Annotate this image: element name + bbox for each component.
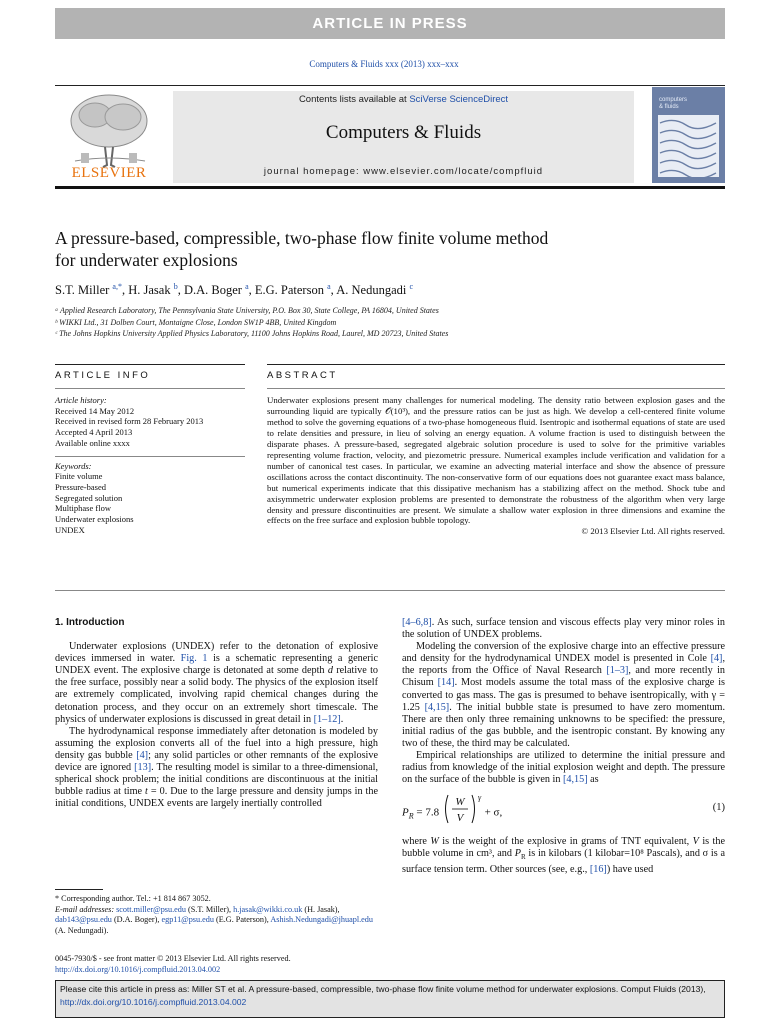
text-run: W	[430, 836, 439, 848]
author-affiliation-mark[interactable]: b	[173, 282, 178, 291]
author-name: S.T. Miller	[55, 283, 113, 298]
reference-link[interactable]: [1–3]	[606, 665, 629, 677]
reference-link[interactable]: dab143@psu.edu	[55, 915, 112, 924]
equation-1-body: $P_R = 7.8$ W V γ + σ,	[402, 794, 503, 825]
affiliation-c: ᶜ The Johns Hopkins University Applied Physics Laboratory, 11100 Johns Hopkins Road, Laurel, MD 20723, United States	[55, 329, 449, 338]
fraction-exponent: γ	[477, 794, 481, 803]
body-paragraph	[402, 617, 725, 641]
equation-number: (1)	[712, 802, 725, 814]
keyword-item: Underwater explosions	[55, 514, 134, 525]
text-run: , and more recently in Chisum	[402, 665, 726, 689]
keyword-item: Segregated solution	[55, 492, 123, 503]
article-info-column	[55, 395, 245, 535]
article-in-press-banner: ARTICLE IN PRESS	[55, 8, 725, 39]
author-name: A. Nedungadi	[336, 283, 410, 298]
keyword-item: UNDEX	[55, 524, 85, 535]
reference-link[interactable]: [1–12]	[313, 713, 341, 725]
text-run: V	[692, 836, 699, 848]
keywords-divider	[55, 456, 245, 457]
subscript-text: R	[520, 853, 526, 862]
text-run: = 0. Due to the large pressure and density jumps in the initial conditions, UNDEX events are largely inertially controlled	[55, 786, 379, 810]
keyword-item: Multiphase flow	[55, 503, 111, 514]
article-info-label: ARTICLE INFO	[55, 370, 151, 381]
author-affiliation-mark[interactable]: a	[327, 282, 331, 291]
text-run: * Corresponding author. Tel.: +1 814 867 3052.	[55, 894, 211, 903]
equation-fraction	[442, 794, 482, 824]
left-paragraphs	[55, 641, 378, 810]
citation-doi-link[interactable]: http://dx.doi.org/10.1016/j.compfluid.2013.04.002	[60, 997, 247, 1007]
author-affiliation-mark[interactable]: a	[245, 282, 249, 291]
text-run: (H. Jasak),	[302, 904, 340, 914]
reference-link[interactable]: [4]	[710, 653, 723, 665]
reference-link[interactable]: egp11@psu.edu	[161, 915, 214, 924]
body-paragraph	[402, 750, 725, 786]
text-run: (D.A. Boger),	[111, 915, 162, 924]
text-run: .	[340, 713, 344, 725]
author-separator: ,	[248, 283, 255, 298]
front-matter-line: 0045-7930/$ - see front matter © 2013 Elsevier Ltd. All rights reserved.	[55, 954, 291, 963]
abstract-top-rule	[267, 364, 725, 365]
sciencedirect-link[interactable]: SciVerse ScienceDirect	[409, 94, 509, 105]
keywords-label: Keywords:	[55, 460, 92, 471]
reference-link[interactable]: Fig. 1	[180, 653, 208, 665]
text-run: ; any solid particles or other remnants of the explosive device are ignored	[55, 749, 378, 774]
text-run: is the weight of the explosive in grams of TNT equivalent,	[438, 836, 693, 848]
text-run: (A. Nedungadi).	[55, 925, 109, 935]
reference-link[interactable]: [16]	[589, 863, 607, 875]
body-paragraph	[55, 726, 378, 811]
reference-link[interactable]: [4,15]	[562, 774, 588, 786]
cover-wave-art	[652, 87, 725, 183]
history-online: Available online xxxx	[55, 437, 130, 448]
article-title: A pressure-based, compressible, two-phase flow finite volume method for underwater explosions	[55, 228, 549, 270]
fraction-numerator: W	[455, 796, 465, 809]
text-run: . Most models assume the total mass of the explosive charge is converted to gas mass. The gas is presumed to behave isentropically, with γ = 1.25	[402, 677, 726, 713]
text-run: is the bubble volume in cm³, and	[402, 836, 725, 860]
author-affiliation-mark[interactable]: c	[409, 282, 414, 291]
keyword-item: Finite volume	[55, 471, 103, 482]
abstract-sub-rule	[267, 388, 725, 389]
elsevier-wordmark: ELSEVIER	[71, 165, 147, 181]
author-name: E.G. Paterson	[254, 283, 328, 298]
reference-link[interactable]: [4]	[136, 749, 149, 761]
journal-header-box	[173, 91, 634, 183]
body-paragraph	[55, 641, 378, 726]
text-run: is a schematic representing a generic UNDEX event. The explosive charge is detonated at some depth	[55, 653, 378, 677]
cover-title: computers & fluids	[659, 97, 688, 110]
fraction-denominator: V	[456, 812, 464, 825]
body-left-column	[55, 617, 378, 810]
text-run: , the reports from the Office of Naval Research	[402, 653, 725, 677]
reference-link[interactable]: [14]	[437, 677, 455, 689]
history-received: Received 14 May 2012	[55, 405, 135, 416]
abstract-body	[267, 395, 725, 537]
abstract-label: ABSTRACT	[267, 370, 338, 381]
text-run: . The resulting model is similar to a three-dimensional, spherical shock problem; the initial conditions are discontinuous at the initial bubble radius at time	[55, 762, 379, 798]
section-heading-introduction: 1. Introduction	[55, 617, 125, 628]
affiliations	[55, 305, 725, 340]
reference-link[interactable]: [13]	[134, 762, 152, 774]
text-run: relative to the free surface, possibly near a solid body. The physics of the explosion itself are extremely complicated, involving rapid chemical changes during the detonation process, and they occur on an extremely short timescale. The physics of underwater explosions is discussed in great detail in	[55, 665, 378, 725]
text-run: E-mail addresses:	[55, 904, 117, 914]
journal-title: Computers & Fluids	[325, 122, 482, 143]
citation-notice-box	[55, 980, 725, 1018]
text-run: P	[514, 848, 521, 860]
text-run: . The initial bubble state is presumed to have zero momentum. There are then only three remaining unknowns to be specified: the pressure, initial radius of the gas bubble, and the isentropic constant. By knowing any two of these, the third may be calculated.	[402, 701, 726, 749]
abstract-text: Underwater explosions present many challenges for numerical modeling. The density ratio between explosion gases and the surrounding liquid are typically 𝒪(10³), and the pressure ratios can be just as high. We develop a cell-centered finite volume method to solve the governing equations of a two-phase homogeneous fluid. Isentropic and isothermal equations of state are used to relate densities and pressure, in lieu of solving an energy equation. A volume fraction is used to distinguish between the disparate phases. A pressure-based, segregated algebraic solution procedure is used to solve for the primitive variables representing volume fraction, velocity, and piezometric pressure. Numerical examples include verification and validation for a number of canonical test cases. In particular, we examine an advecting material interface and show the absence of pressure oscillations across the contact discontinuity. The non-conservative form of our equations does not guarantee exact mass balance, but numerical experiments indicate that this dissipative mechanism has a stabilizing affect on the method. Shock tube and axisymmetric underwater explosion problems are presented to demonstrate the robustness of the algorithm when very large density and pressure discontinuities are present. We simulate a shallow water explosion in three dimensions and examine the effects on the free surface and explosion bubble topology.	[267, 395, 725, 526]
article-info-sub-rule	[55, 388, 245, 389]
reference-link[interactable]: [4–6,8]	[402, 617, 432, 628]
body-top-rule	[55, 590, 725, 591]
corresponding-author-footnote	[55, 894, 378, 936]
affiliation-a: ᵃ Applied Research Laboratory, The Pennsylvania State University, P.O. Box 30, State College, PA 16804, United States	[55, 306, 439, 315]
equation-1	[402, 792, 725, 832]
abstract-copyright: © 2013 Elsevier Ltd. All rights reserved.	[581, 526, 725, 537]
right-paragraphs	[402, 617, 725, 786]
history-revised: Received in revised form 28 February 2013	[55, 416, 204, 427]
author-list	[55, 282, 715, 298]
text-run: . As such, surface tension and viscous effects play very minor roles in the solution of UNDEX problems.	[402, 617, 725, 641]
header-top-rule	[55, 85, 725, 86]
author-separator: ,	[121, 283, 129, 298]
contents-available-line: Contents lists available at SciVerse ScienceDirect	[298, 94, 509, 105]
keyword-item: Pressure-based	[55, 481, 106, 492]
journal-reference-link[interactable]: Computers & Fluids xxx (2013) xxx–xxx	[309, 59, 459, 69]
text-run: Empirical relationships are utilized to determine the initial pressure and radius from knowledge of the initial explosion weight and depth. The pressure on the surface of the bubble is given in	[402, 750, 725, 786]
author-affiliation-mark[interactable]: a,*	[112, 282, 122, 291]
text-run: (E.G. Paterson),	[213, 915, 271, 924]
header-bottom-rule	[55, 186, 725, 189]
text-run: (S.T. Miller),	[185, 904, 234, 914]
affiliation-b: ᵇ WIKKI Ltd., 31 Dolben Court, Montaigne Close, London SW1P 4BB, United Kingdom	[55, 317, 337, 327]
journal-homepage-line: journal homepage: www.elsevier.com/locate/compfluid	[263, 166, 544, 177]
reference-link[interactable]: h.jasak@wikki.co.uk	[233, 904, 303, 914]
article-info-top-rule	[55, 364, 245, 365]
footnote-rule	[55, 889, 103, 890]
citation-notice-text: Please cite this article in press as: Miller ST et al. A pressure-based, compressible, two-phase flow finite volume method for underwater explosions. Comput Fluids (2013),	[60, 984, 706, 994]
author-separator: ,	[330, 283, 337, 298]
body-right-column	[402, 617, 725, 876]
after-equation-text	[402, 836, 725, 875]
reference-link[interactable]: [4,15]	[424, 701, 450, 713]
article-history-label: Article history:	[55, 395, 107, 405]
text-run: where	[402, 836, 431, 848]
body-paragraph	[402, 641, 725, 750]
text-run: as	[587, 774, 599, 786]
text-run: ) have used	[606, 863, 654, 875]
history-accepted: Accepted 4 April 2013	[55, 427, 133, 438]
text-run: t	[145, 786, 148, 798]
author-name: D.A. Boger	[183, 283, 246, 298]
journal-cover-thumbnail	[652, 87, 725, 183]
text-run: is in kilobars (1 kilobar=10⁸ Pascals), and σ is a surface tension term. Other sources (see, e.g.,	[402, 848, 725, 875]
text-run: d	[327, 665, 333, 677]
journal-homepage-link[interactable]: www.elsevier.com/locate/compfluid	[363, 166, 544, 177]
text-run: The hydrodynamical response immediately after detonation is modeled by assuming the explosion converts all of the fuel into a high pressure, high density gas bubble	[55, 725, 378, 761]
reference-link[interactable]: Ashish.Nedungadi@jhuapl.edu	[270, 915, 373, 924]
author-name: H. Jasak	[128, 283, 174, 298]
text-run: Underwater explosions (UNDEX) refer to the detonation of explosive devices immersed in water.	[55, 641, 378, 665]
author-separator: ,	[177, 283, 184, 298]
doi-link[interactable]: http://dx.doi.org/10.1016/j.compfluid.2013.04.002	[55, 964, 221, 974]
text-run: Modeling the conversion of the explosive charge into an effective pressure and density for the hydrodynamical UNDEX model is presented in Cole	[402, 641, 725, 665]
reference-link[interactable]: scott.miller@psu.edu	[116, 904, 186, 914]
front-matter-footer	[55, 954, 455, 975]
